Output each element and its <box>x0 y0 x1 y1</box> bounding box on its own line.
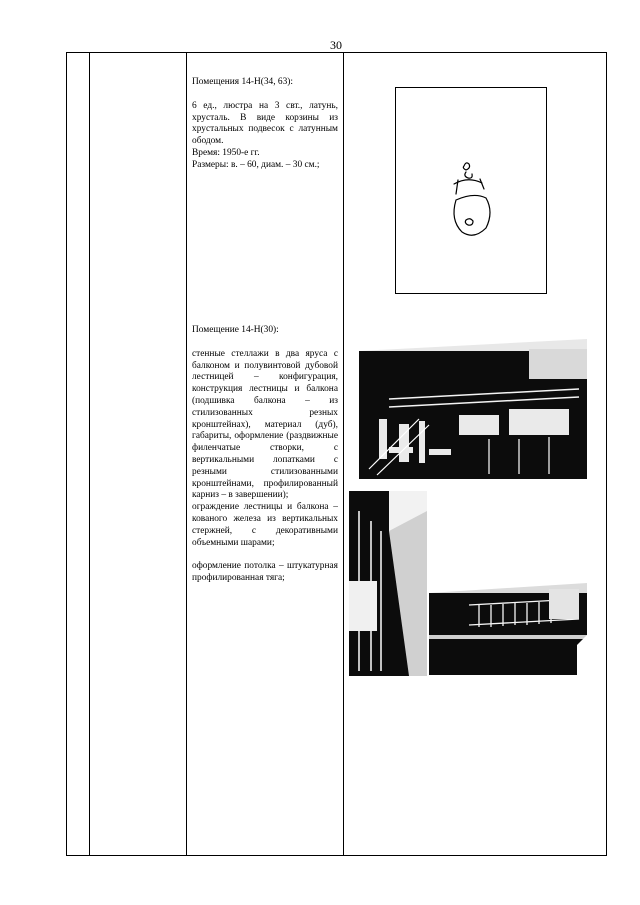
entry-heading: Помещение 14-Н(30): <box>192 325 279 335</box>
page-number: 30 <box>330 38 342 52</box>
library-hall-photo <box>359 329 587 479</box>
entry-date: Время: 1950-е гг. <box>192 147 260 158</box>
library-hall-image <box>359 329 587 479</box>
balcony-railing-image <box>429 565 587 675</box>
column-divider <box>89 53 90 855</box>
entry-ceiling: оформление потолка – штукатурная профилированная тяга; <box>192 561 338 584</box>
entry-chandeliers <box>192 77 338 172</box>
inventory-table <box>66 52 607 856</box>
entry-dimensions: Размеры: в. – 60, диам. – 30 см.; <box>192 159 320 170</box>
column-divider <box>343 53 344 855</box>
chandelier-drawing <box>396 88 545 292</box>
entry-description: стенные стеллажи в два яруса с балконом и полувинтовой дубовой лестницей – конфигурация, конструкция лестницы и балкона (подшивка балкона – из стилизованных резных кронштейнах), материал (дуб), габариты, оформление (раздвижные филенчатые створки, с вертикальными лопатками с резными стилизованными кронштейнами, профилированный карниз – в завершении); <box>192 348 338 501</box>
balcony-railing-photo <box>429 565 587 675</box>
entry-heading: Помещения 14-Н(34, 63): <box>192 77 293 87</box>
chandelier-sketch <box>395 87 547 294</box>
shelves-side-image <box>349 491 427 676</box>
entry-description: 6 ед., люстра на 3 свт., латунь, хрусталь. В виде корзины из хрустальных подвесок с латунным ободом. <box>192 100 338 147</box>
entry-library-shelves <box>192 325 338 585</box>
column-divider <box>186 53 187 855</box>
entry-railing: ограждение лестницы и балкона – кованого железа из вертикальных стержней, с декоративными объемными шарами; <box>192 502 338 548</box>
shelves-side-photo <box>349 491 427 676</box>
